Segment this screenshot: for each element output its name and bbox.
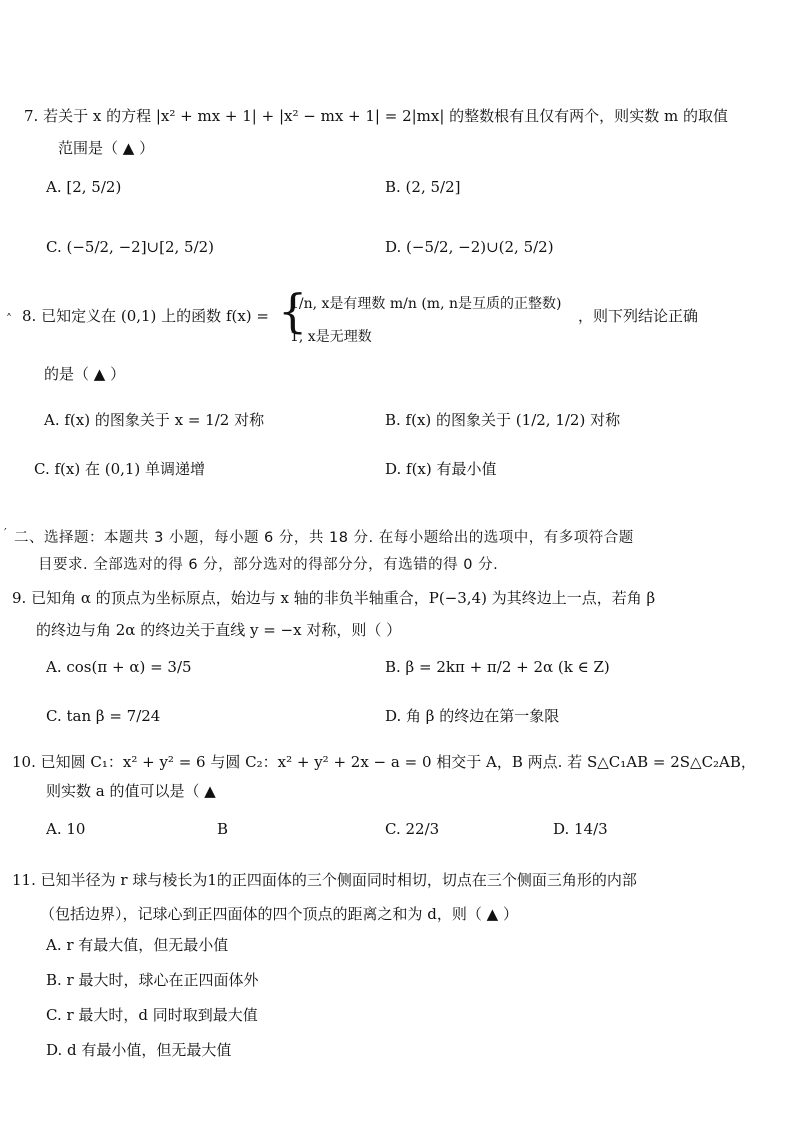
q7-option-c: C. (−5/2, −2]∪[2, 5/2) (46, 238, 215, 256)
q7-stem-line1: 7. 若关于 x 的方程 |x² + mx + 1| + |x² − mx + 1| = 2|mx| 的整数根有且仅有两个，则实数 m 的取值 (24, 107, 728, 125)
q10-option-d: D. 14/3 (553, 820, 608, 838)
q11-stem-line1: 11. 已知半径为 r 球与棱长为1的正四面体的三个侧面同时相切，切点在三个侧面三角形的内部 (12, 871, 637, 889)
q11-option-a: A. r 有最大值，但无最小值 (46, 936, 229, 954)
q8-case-2: 1, x是无理数 (290, 329, 372, 345)
q11-option-b: B. r 最大时，球心在正四面体外 (46, 971, 259, 989)
q9-option-d: D. 角 β 的终边在第一象限 (385, 707, 560, 725)
q7-option-a: A. [2, 5/2) (46, 178, 122, 196)
q9-option-b: B. β = 2kπ + π/2 + 2α (k ∈ Z) (385, 658, 610, 676)
q9-stem-line1: 9. 已知角 α 的顶点为坐标原点，始边与 x 轴的非负半轴重合，P(−3,4) 为其终边上一点，若角 β (12, 589, 656, 607)
margin-mark: ′ (4, 526, 7, 540)
q11-stem-line2: （包括边界），记球心到正四面体的四个顶点的距离之和为 d，则（ ▲ ） (40, 905, 518, 923)
q11-option-d: D. d 有最小值，但无最大值 (46, 1041, 232, 1059)
q10-stem-line1: 10. 已知圆 C₁：x² + y² = 6 与圆 C₂：x² + y² + 2x − a = 0 相交于 A，B 两点. 若 S△C₁AB = 2S△C₂AB， (12, 753, 756, 771)
q8-option-d: D. f(x) 有最小值 (385, 460, 497, 478)
q7-option-b: B. (2, 5/2] (385, 178, 461, 196)
q10-option-b: B (217, 820, 229, 838)
q8-option-c: C. f(x) 在 (0,1) 单调递增 (34, 460, 206, 478)
q8-option-b: B. f(x) 的图象关于 (1/2, 1/2) 对称 (385, 411, 621, 429)
q11-option-c: C. r 最大时，d 同时取到最大值 (46, 1006, 258, 1024)
section-2-instructions: 目要求. 全部选对的得 6 分，部分选对的得部分分，有选错的得 0 分. (38, 557, 499, 573)
q8-case-1: 1/n, x是有理数 m/n (m, n是互质的正整数) (290, 296, 562, 312)
q8-stem-post: ，则下列结论正确 (578, 307, 699, 325)
q8-option-a: A. f(x) 的图象关于 x = 1/2 对称 (44, 411, 265, 429)
q10-option-a: A. 10 (46, 820, 86, 838)
margin-mark: ˄ (6, 312, 12, 326)
q9-option-a: A. cos(π + α) = 3/5 (46, 658, 192, 676)
q7-stem-line2: 范围是（ ▲ ） (58, 139, 155, 157)
q10-stem-line2: 则实数 a 的值可以是（ ▲ (46, 782, 216, 800)
section-2-heading: 二、选择题：本题共 3 小题，每小题 6 分，共 18 分. 在每小题给出的选项中，有多项符合题 (14, 530, 634, 546)
q10-option-c: C. 22/3 (385, 820, 440, 838)
q9-stem-line2: 的终边与角 2α 的终边关于直线 y = −x 对称，则（ ） (36, 621, 402, 639)
q8-stem-pre: 8. 已知定义在 (0,1) 上的函数 f(x) = (22, 307, 269, 325)
q8-stem-line2: 的是（ ▲ ） (44, 365, 126, 383)
piecewise-brace: { (278, 284, 308, 338)
q7-option-d: D. (−5/2, −2)∪(2, 5/2) (385, 238, 554, 256)
q9-option-c: C. tan β = 7/24 (46, 707, 161, 725)
